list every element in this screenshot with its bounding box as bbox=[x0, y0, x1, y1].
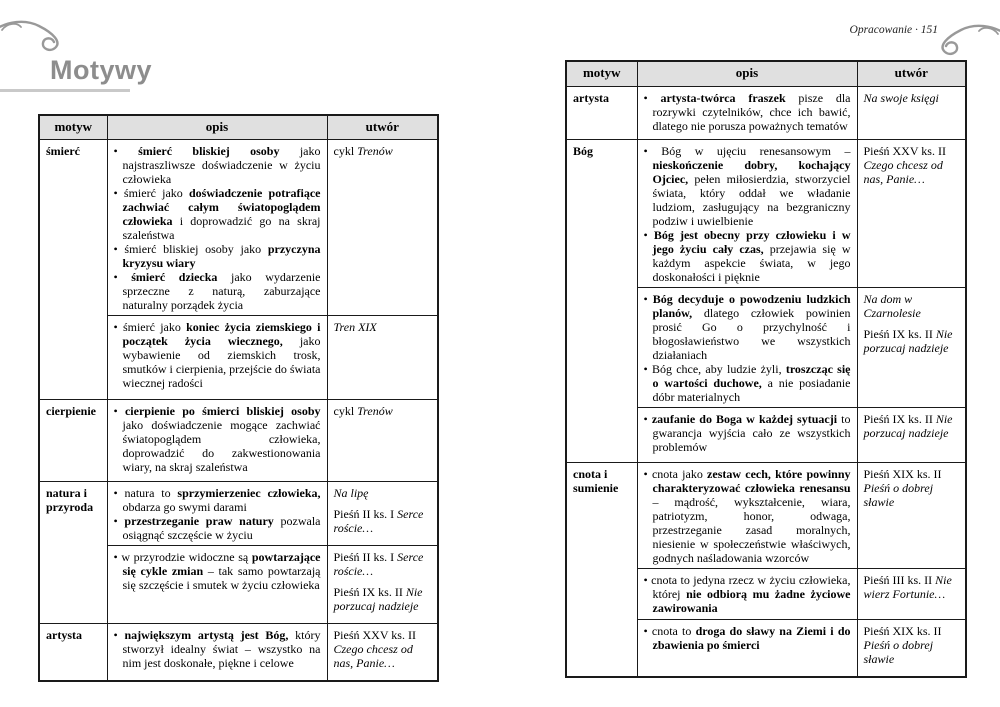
description-cell bbox=[637, 407, 857, 462]
table-body-left bbox=[39, 139, 438, 681]
description-cell bbox=[637, 568, 857, 619]
work-reference: Pieśń XXV ks. II Czego chcesz od nas, Panie… bbox=[863, 143, 946, 186]
work-reference: cykl Trenów bbox=[333, 403, 393, 418]
work-cell bbox=[327, 481, 438, 545]
title-underline bbox=[0, 89, 130, 92]
work-reference: Tren XIX bbox=[333, 319, 377, 334]
motif-cell: śmierć bbox=[39, 139, 107, 399]
work-cell bbox=[327, 623, 438, 681]
bullet-item: • cnota jako zestaw cech, które powinny charakteryzować człowieka renesansu – mądrość, wykształcenie, wiara, patriotyzm, honor, odwaga, przestrzeganie zasad moralnych, niesienie w społeczeństwie właściwych, godnych naśladowania wzorców bbox=[643, 466, 851, 565]
work-reference: Na lipę bbox=[333, 485, 369, 500]
column-header-utwor: utwór bbox=[327, 115, 438, 139]
bullet-item: • zaufanie do Boga w każdej sytuacji to gwarancja wyjścia cało ze wszystkich problemów bbox=[643, 411, 851, 454]
column-header-motyw: motyw bbox=[39, 115, 107, 139]
bullet-item: • w przyrodzie widoczne są powtarzające się cykle zmian – tak samo powtarzają się szczęście i smutek w życiu człowieka bbox=[113, 549, 321, 592]
description-cell bbox=[107, 481, 327, 545]
work-cell bbox=[857, 86, 966, 139]
table-row bbox=[39, 399, 438, 481]
column-header-opis: opis bbox=[107, 115, 327, 139]
description-cell bbox=[637, 86, 857, 139]
bullet-item: • cnota to droga do sławy na Ziemi i do zbawienia po śmierci bbox=[643, 623, 851, 652]
work-reference: Pieśń III ks. II Nie wierz Fortunie… bbox=[863, 572, 952, 601]
work-reference: Pieśń IX ks. II Nie porzucaj nadzieje bbox=[863, 326, 953, 355]
work-cell bbox=[857, 462, 966, 568]
table-row bbox=[39, 623, 438, 681]
table-row bbox=[39, 139, 438, 315]
motifs-table-right bbox=[565, 60, 967, 678]
work-cell bbox=[857, 287, 966, 407]
work-cell bbox=[857, 407, 966, 462]
motif-cell: natura i przyroda bbox=[39, 481, 107, 623]
motif-cell: Bóg bbox=[566, 139, 637, 462]
description-cell bbox=[107, 139, 327, 315]
motif-cell: artysta bbox=[566, 86, 637, 139]
table-row bbox=[39, 481, 438, 545]
work-cell bbox=[327, 399, 438, 481]
work-cell bbox=[857, 139, 966, 287]
description-cell bbox=[637, 619, 857, 677]
work-reference: Pieśń XIX ks. II Pieśń o dobrej sławie bbox=[863, 623, 942, 666]
work-reference: cykl Trenów bbox=[333, 143, 393, 158]
bullet-item: • Bóg decyduje o powodzeniu ludzkich planów, dlatego człowiek powinien prosić Go o przychylność i błogosławieństwo we wszystkich działaniach bbox=[643, 291, 851, 362]
bullet-item: • artysta-twórca fraszek pisze dla rozrywki czytelników, chce ich bawić, dlatego nie porusza poważnych tematów bbox=[643, 90, 851, 133]
description-cell bbox=[637, 462, 857, 568]
running-head: Opracowanie · 151 bbox=[849, 24, 938, 36]
work-cell bbox=[857, 619, 966, 677]
column-header-motyw: motyw bbox=[566, 61, 637, 86]
motif-cell: cierpienie bbox=[39, 399, 107, 481]
work-reference: Pieśń XIX ks. II Pieśń o dobrej sławie bbox=[863, 466, 942, 509]
flourish-ornament-left bbox=[0, 18, 84, 54]
work-cell bbox=[327, 315, 438, 399]
bullet-item: • cnota to jedyna rzecz w życiu człowieka, której nie odbiorą mu żadne życiowe zawirowania bbox=[643, 572, 851, 615]
bullet-item: • śmierć jako koniec życia ziemskiego i początek życia wiecznego, jako wybawienie od ziemskich trosk, smutków i cierpienia, przejście do świata wiecznej radości bbox=[113, 319, 321, 390]
bullet-item: • śmierć dziecka jako wydarzenie sprzeczne z naturą, zaburzające naturalny porządek życia bbox=[113, 269, 321, 312]
bullet-item: • Bóg chce, aby ludzie żyli, troszcząc się o wartości duchowe, a nie posiadanie dóbr materialnych bbox=[643, 361, 851, 404]
bullet-item: • śmierć bliskiej osoby jako najstraszliwsze doświadczenie w życiu człowieka bbox=[113, 143, 321, 186]
bullet-item: • przestrzeganie praw natury pozwala osiągnąć szczęście w życiu bbox=[113, 513, 321, 542]
work-reference: Na swoje księgi bbox=[863, 90, 939, 105]
description-cell bbox=[637, 287, 857, 407]
work-cell bbox=[327, 139, 438, 315]
table-row bbox=[566, 86, 966, 139]
table-row bbox=[566, 139, 966, 287]
motifs-table-left bbox=[38, 114, 439, 682]
description-cell bbox=[637, 139, 857, 287]
description-cell bbox=[107, 399, 327, 481]
work-reference: Pieśń II ks. I Serce roście… bbox=[333, 549, 424, 578]
bullet-item: • cierpienie po śmierci bliskiej osoby jako doświadczenie mogące zachwiać światopoglądem człowieka, doprowadzić do zakwestionowania wiary, na skraj szaleństwa bbox=[113, 403, 321, 474]
bullet-item: • Bóg jest obecny przy człowieku i w jego życiu cały czas, przejawia się w każdym aspekcie świata, w jego doskonałości i pięknie bbox=[643, 227, 851, 284]
table-row bbox=[566, 462, 966, 568]
description-cell bbox=[107, 315, 327, 399]
work-reference: Pieśń IX ks. II Nie porzucaj nadzieje bbox=[333, 584, 423, 613]
table-header-row bbox=[39, 115, 438, 139]
bullet-item: • natura to sprzymierzeniec człowieka, obdarza go swymi darami bbox=[113, 485, 321, 514]
description-cell bbox=[107, 545, 327, 623]
work-reference: Na dom w Czarnolesie bbox=[863, 291, 921, 320]
column-header-opis: opis bbox=[637, 61, 857, 86]
bullet-item: • śmierć jako doświadczenie potrafiące zachwiać całym światopoglądem człowieka i doprowadzić go na skraj szaleństwa bbox=[113, 185, 321, 242]
column-header-utwor: utwór bbox=[857, 61, 966, 86]
description-cell bbox=[107, 623, 327, 681]
motif-cell: artysta bbox=[39, 623, 107, 681]
table-header-row bbox=[566, 61, 966, 86]
bullet-item: • największym artystą jest Bóg, który stworzył idealny świat – wszystko na nim jest doskonałe, piękne i celowe bbox=[113, 627, 321, 670]
bullet-item: • śmierć bliskiej osoby jako przyczyna kryzysu wiary bbox=[113, 241, 321, 270]
work-reference: Pieśń IX ks. II Nie porzucaj nadzieje bbox=[863, 411, 953, 440]
work-reference: Pieśń II ks. I Serce roście… bbox=[333, 506, 424, 535]
work-cell bbox=[857, 568, 966, 619]
work-cell bbox=[327, 545, 438, 623]
bullet-item: • Bóg w ujęciu renesansowym – nieskończenie dobry, kochający Ojciec, pełen miłosierdzia, stworzyciel świata, który oddał we władanie ludziom, zasługujący na bezgraniczny podziw i uwielbienie bbox=[643, 143, 851, 228]
table-body-right bbox=[566, 86, 966, 677]
work-reference: Pieśń XXV ks. II Czego chcesz od nas, Panie… bbox=[333, 627, 416, 670]
motif-cell: cnota i sumienie bbox=[566, 462, 637, 677]
page-title: Motywy bbox=[50, 55, 153, 85]
